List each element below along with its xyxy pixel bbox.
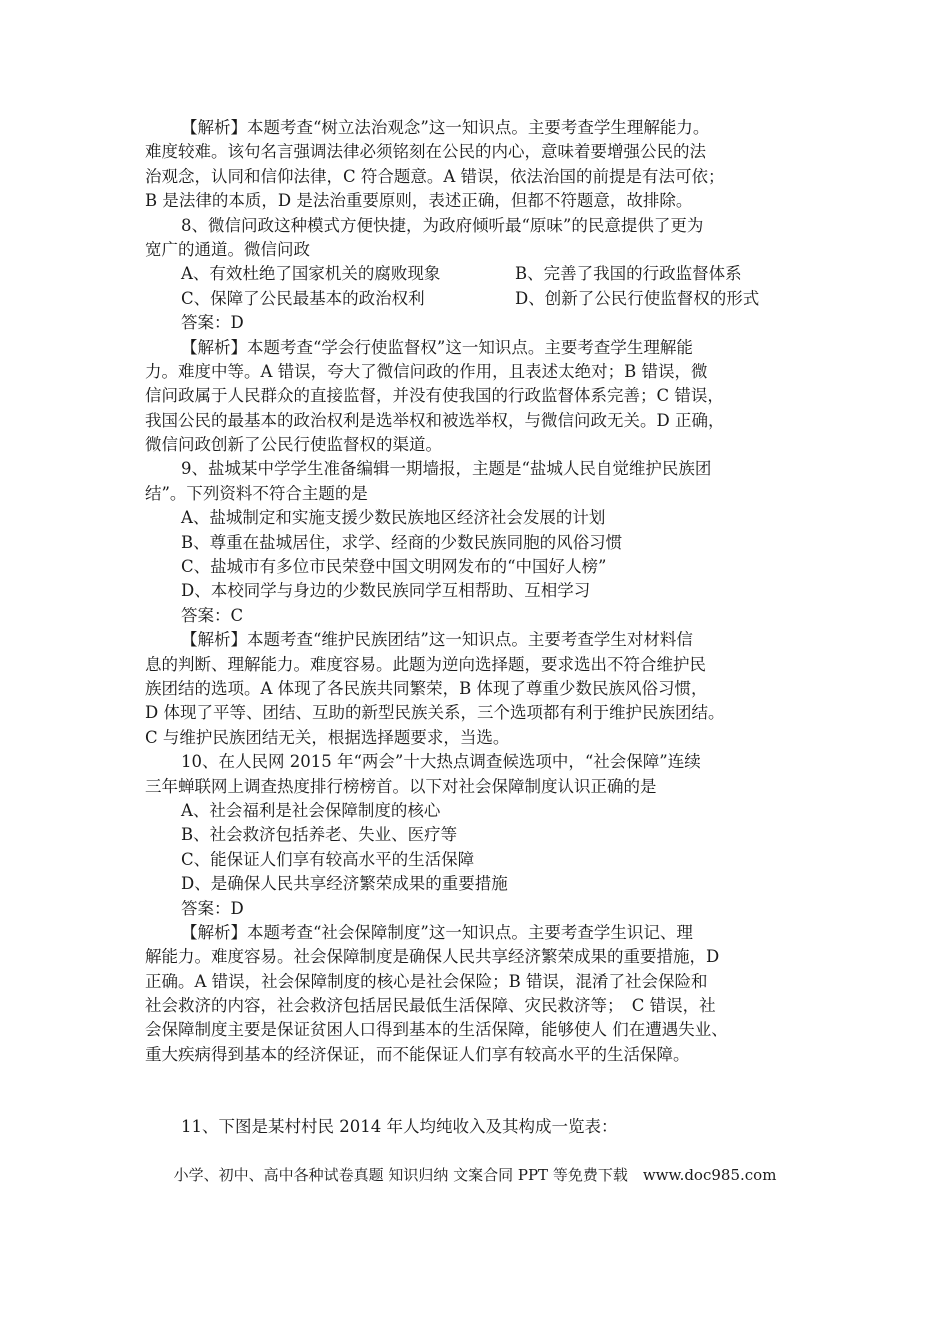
analysis-9-line-5: C 与维护民族团结无关，根据选择题要求，当选。: [145, 727, 510, 747]
q9-answer: 答案：C: [181, 605, 244, 625]
analysis-7-line-4: B 是法律的本质，D 是法治重要原则，表述正确，但都不符题意，故排除。: [145, 191, 693, 211]
analysis-10-line-5: 会保障制度主要是保证贫困人口得到基本的生活保障，能够使人 们在遭遇失业、: [145, 1020, 728, 1040]
question-8-line-2: 宽广的通道。微信问政: [145, 239, 310, 259]
analysis-9-line-1: 【解析】本题考查“维护民族团结”这一知识点。主要考查学生对材料信: [181, 630, 693, 650]
question-9-line-1: 9、盐城某中学学生准备编辑一期墙报，主题是“盐城人民自觉维护民族团: [181, 459, 712, 479]
q10-answer: 答案：D: [181, 898, 244, 918]
question-11-line-1: 11、下图是某村村民 2014 年人均纯收入及其构成一览表：: [181, 1117, 618, 1137]
analysis-7-line-3: 治观念，认同和信仰法律，C 符合题意。A 错误，依法治国的前提是有法可依；: [145, 166, 725, 186]
question-8-options-row-2: [145, 287, 807, 311]
question-9-line-2: 结”。下列资料不符合主题的是: [145, 483, 368, 503]
q8-option-c: C、保障了公民最基本的政治权利: [181, 288, 425, 308]
q8-option-a: A、有效杜绝了国家机关的腐败现象: [181, 264, 441, 284]
analysis-10-line-1: 【解析】本题考查“社会保障制度”这一知识点。主要考查学生识记、理: [181, 922, 693, 942]
question-8-line-1: 8、微信问政这种模式方便快捷，为政府倾听最“原味”的民意提供了更为: [181, 215, 704, 235]
analysis-10-line-4: 社会救济的内容，社会救济包括居民最低生活保障、灾民救济等； C 错误，社: [145, 996, 716, 1016]
q9-option-d: D、本校同学与身边的少数民族同学互相帮助、互相学习: [181, 581, 591, 601]
q9-option-b: B、尊重在盐城居住，求学、经商的少数民族同胞的风俗习惯: [181, 532, 623, 552]
analysis-7-line-2: 难度较难。该句名言强调法律必须铭刻在公民的内心，意味着要增强公民的法: [145, 142, 706, 162]
q10-option-c: C、能保证人们享有较高水平的生活保障: [181, 849, 475, 869]
question-8-options-row-1: [145, 262, 807, 286]
question-10-line-2: 三年蝉联网上调查热度排行榜榜首。以下对社会保障制度认识正确的是: [145, 776, 657, 796]
analysis-8-line-2: 力。难度中等。A 错误，夸大了微信问政的作用，且表述太绝对；B 错误，微: [145, 361, 708, 381]
analysis-9-line-3: 族团结的选项。A 体现了各民族共同繁荣，B 体现了尊重少数民族风俗习惯，: [145, 678, 708, 698]
analysis-8-line-1: 【解析】本题考查“学会行使监督权”这一知识点。主要考查学生理解能: [181, 337, 693, 357]
q10-option-d: D、是确保人民共享经济繁荣成果的重要措施: [181, 874, 508, 894]
analysis-10-line-3: 正确。A 错误，社会保障制度的核心是社会保险；B 错误，混淆了社会保险和: [145, 971, 708, 991]
q10-option-b: B、社会救济包括养老、失业、医疗等: [181, 825, 458, 845]
q8-option-b: B、完善了我国的行政监督体系: [515, 264, 742, 284]
question-10-line-1: 10、在人民网 2015 年“两会”十大热点调查候选项中，“社会保障”连续: [181, 752, 701, 772]
analysis-10-line-6: 重大疾病得到基本的经济保证，而不能保证人们享有较高水平的生活保障。: [145, 1044, 690, 1064]
page-footer: 小学、初中、高中各种试卷真题 知识归纳 文案合同 PPT 等免费下载 www.doc985.com: [173, 1166, 777, 1184]
blank-gap: [145, 1067, 807, 1115]
document-body: [145, 116, 807, 1140]
q9-option-a: A、盐城制定和实施支援少数民族地区经济社会发展的计划: [181, 508, 606, 528]
analysis-8-line-3: 信问政属于人民群众的直接监督，并没有使我国的行政监督体系完善；C 错误，: [145, 386, 724, 406]
analysis-9-line-2: 息的判断、理解能力。难度容易。此题为逆向选择题，要求选出不符合维护民: [145, 654, 706, 674]
analysis-9-line-4: D 体现了平等、团结、互助的新型民族关系，三个选项都有利于维护民族团结。: [145, 703, 725, 723]
analysis-8-line-5: 微信问政创新了公民行使监督权的渠道。: [145, 435, 442, 455]
analysis-10-line-2: 解能力。难度容易。社会保障制度是确保人民共享经济繁荣成果的重要措施，D: [145, 947, 720, 967]
analysis-7-line-1: 【解析】本题考查“树立法治观念”这一知识点。主要考查学生理解能力。: [181, 118, 710, 137]
q8-answer: 答案：D: [181, 313, 244, 333]
analysis-8-line-4: 我国公民的最基本的政治权利是选举权和被选举权，与微信问政无关。D 正确，: [145, 410, 725, 430]
q9-option-c: C、盐城市有多位市民荣登中国文明网发布的“中国好人榜”: [181, 557, 607, 577]
q8-option-d: D、创新了公民行使监督权的形式: [515, 288, 760, 308]
q10-option-a: A、社会福利是社会保障制度的核心: [181, 800, 441, 820]
